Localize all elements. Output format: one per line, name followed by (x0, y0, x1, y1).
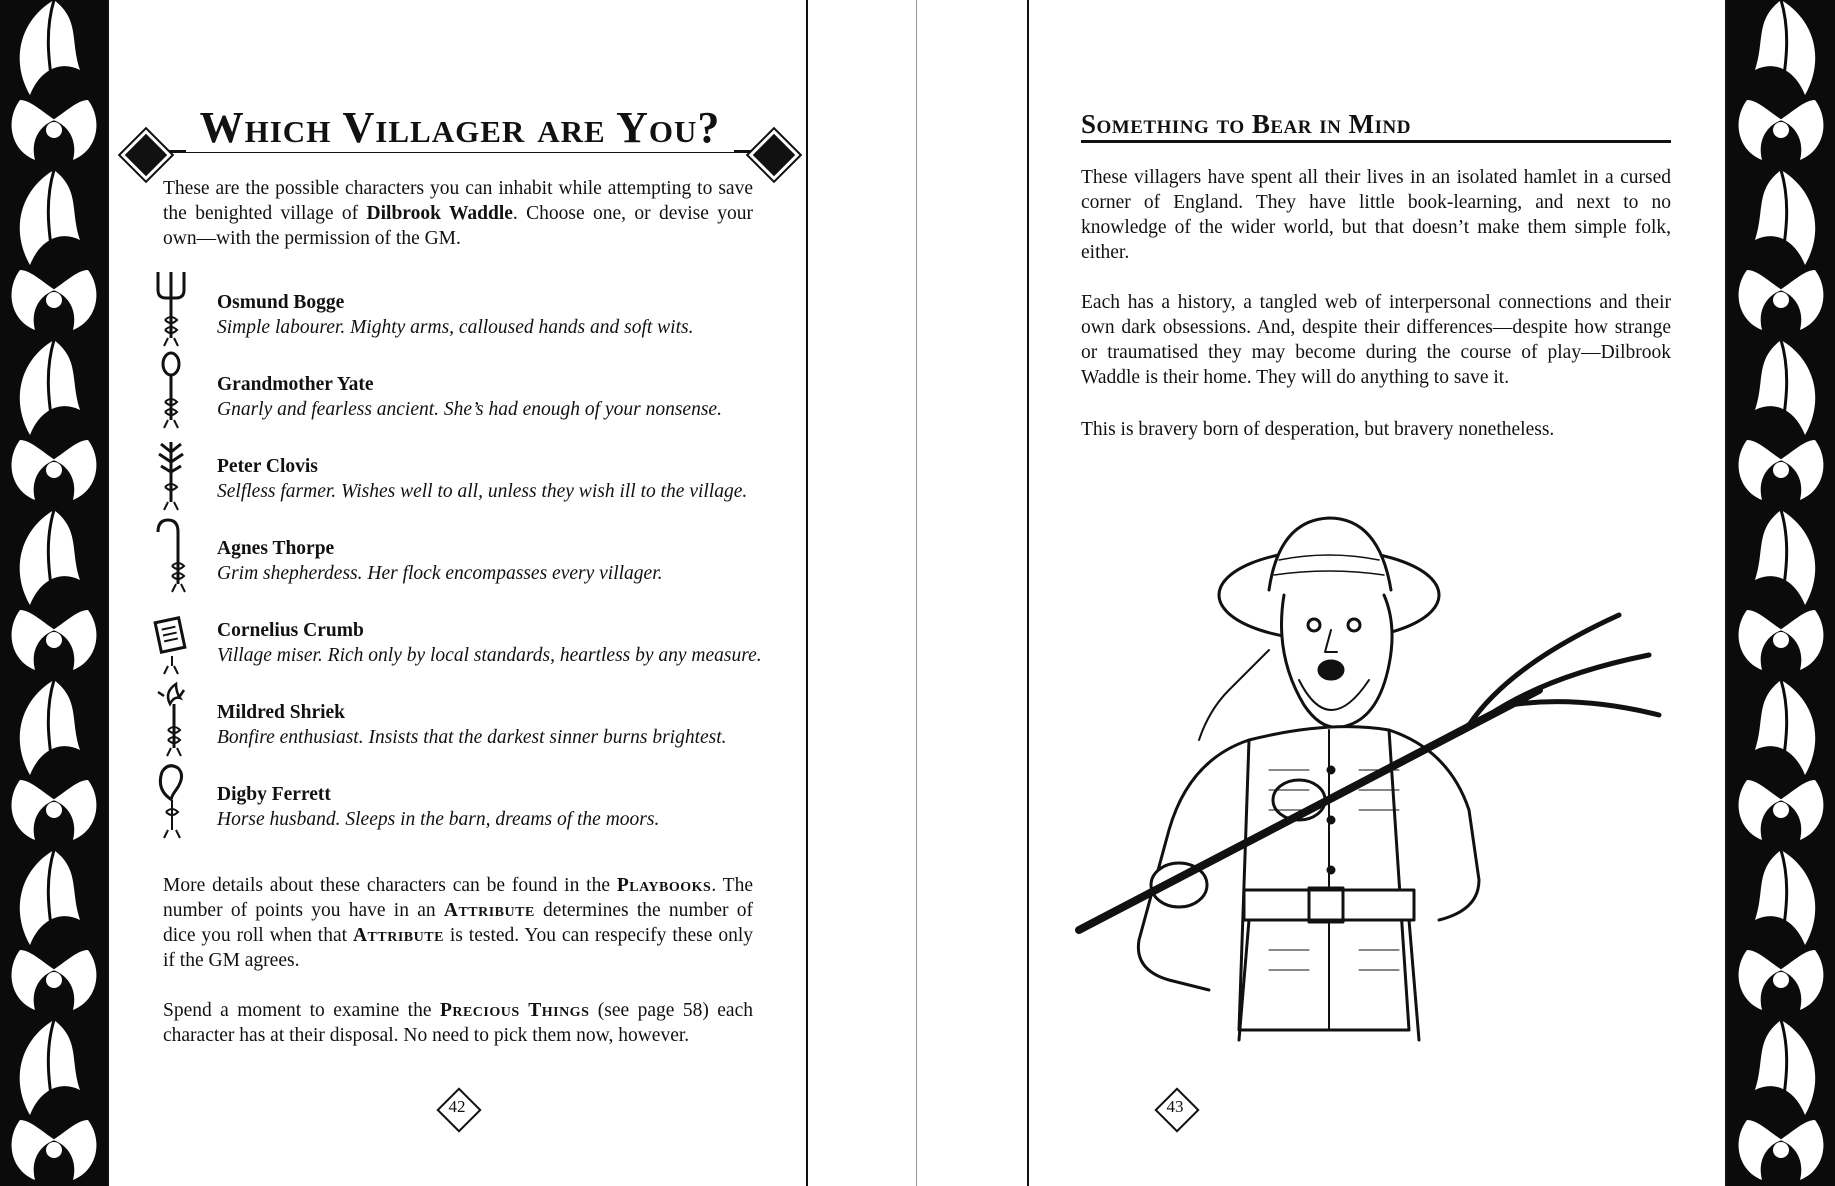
playbooks-term: Playbooks (616, 875, 712, 896)
details-text: Spend a moment to examine the (163, 1000, 440, 1021)
right-page (1029, 0, 1724, 1186)
right-ornamental-border (1727, 0, 1835, 1186)
villager-description: Bonfire enthusiast. Insists that the darkest sinner burns brightest. (217, 727, 727, 748)
villager-name: Digby Ferrett (217, 784, 331, 805)
ledger-icon (148, 596, 194, 676)
precious-things-term: Precious Things (439, 1000, 590, 1021)
intro-paragraph (163, 176, 753, 251)
heading-rule (1081, 140, 1671, 143)
page-number-left (437, 1088, 477, 1128)
page-number-text: 42 (448, 1097, 466, 1116)
villager-description: Village miser. Rich only by local standards, heartless by any measure. (217, 645, 762, 666)
left-page-edge (107, 0, 109, 1186)
details-text: More details about these characters can be found in the (163, 875, 617, 896)
details-text: (see page 58) each character has at their disposal. No need to pick them now, however. (163, 1000, 753, 1046)
intro-text: These are the possible characters you can inhabit while attempting to save the benighted village of (163, 178, 753, 224)
torch-icon (148, 678, 194, 758)
details-text: . The number of points you have in an (163, 875, 754, 921)
gutter-line (916, 0, 917, 1186)
section-heading: Something to Bear in Mind (1081, 109, 1411, 139)
paragraph: Each has a history, a tangled web of interpersonal connections and their own dark obsessions. And, despite their differences—despite how strange or traumatised they may become during the course of play—Dilbrook Waddle is their home. They will do anything to save it. (1081, 292, 1671, 388)
left-page (112, 0, 806, 1186)
villager-entry (148, 432, 788, 514)
whip-icon (148, 760, 194, 840)
villager-name: Mildred Shriek (217, 702, 346, 723)
villager-description: Grim shepherdess. Her flock encompasses every villager. (217, 563, 663, 584)
villager-name: Grandmother Yate (217, 374, 374, 395)
intro-text-end: . Choose one, or devise your own—with the permission of the GM. (163, 203, 753, 249)
paragraph: These villagers have spent all their lives in an isolated hamlet in a cursed corner of England. They have little book-learning, and next to no knowledge of the wider world, but that doesn’t make them simple folk, either. (1081, 167, 1671, 263)
page-number-right (1155, 1088, 1195, 1128)
villager-name: Osmund Bogge (217, 292, 345, 313)
villager-entry (148, 268, 788, 350)
details-paragraph (163, 873, 753, 973)
villager-description: Simple labourer. Mighty arms, calloused hands and soft wits. (217, 317, 694, 338)
details-text: is tested. You can respecify these only if the GM agrees. (163, 925, 753, 971)
details-text: determines the number of dice you roll when that (163, 900, 753, 946)
paragraph: This is bravery born of desperation, but bravery nonetheless. (1081, 419, 1555, 440)
villager-entry (148, 514, 788, 596)
villager-description: Selfless farmer. Wishes well to all, unless they wish ill to the village. (217, 481, 748, 502)
foliage-ornament-icon (0, 0, 108, 1186)
villager-description: Horse husband. Sleeps in the barn, dreams of the moors. (217, 809, 660, 830)
precious-things-paragraph (163, 998, 753, 1048)
crook-icon (148, 514, 194, 594)
attribute-term: Attribute (352, 925, 444, 946)
page-number-text: 43 (1166, 1097, 1184, 1116)
villager-entry (148, 678, 788, 760)
village-name: Dilbrook Waddle (366, 203, 513, 224)
left-ornamental-border (0, 0, 108, 1186)
pitchfork-icon (148, 268, 194, 348)
wheat-icon (148, 432, 194, 512)
page-title: Which Villager are You? (186, 103, 735, 152)
villager-description: Gnarly and fearless ancient. She’s had enough of your nonsense. (217, 399, 722, 420)
attribute-term: Attribute (443, 900, 535, 921)
villager-name: Agnes Thorpe (217, 538, 335, 559)
left-page-inner-edge (806, 0, 808, 1186)
villager-entry (148, 350, 788, 432)
farmer-with-pitchfork-illustration (1069, 500, 1669, 1060)
villager-name: Peter Clovis (217, 456, 318, 477)
spoon-icon (148, 350, 194, 430)
villager-entry (148, 760, 788, 842)
foliage-ornament-icon (1727, 0, 1835, 1186)
villager-name: Cornelius Crumb (217, 620, 364, 641)
villager-entry (148, 596, 788, 678)
